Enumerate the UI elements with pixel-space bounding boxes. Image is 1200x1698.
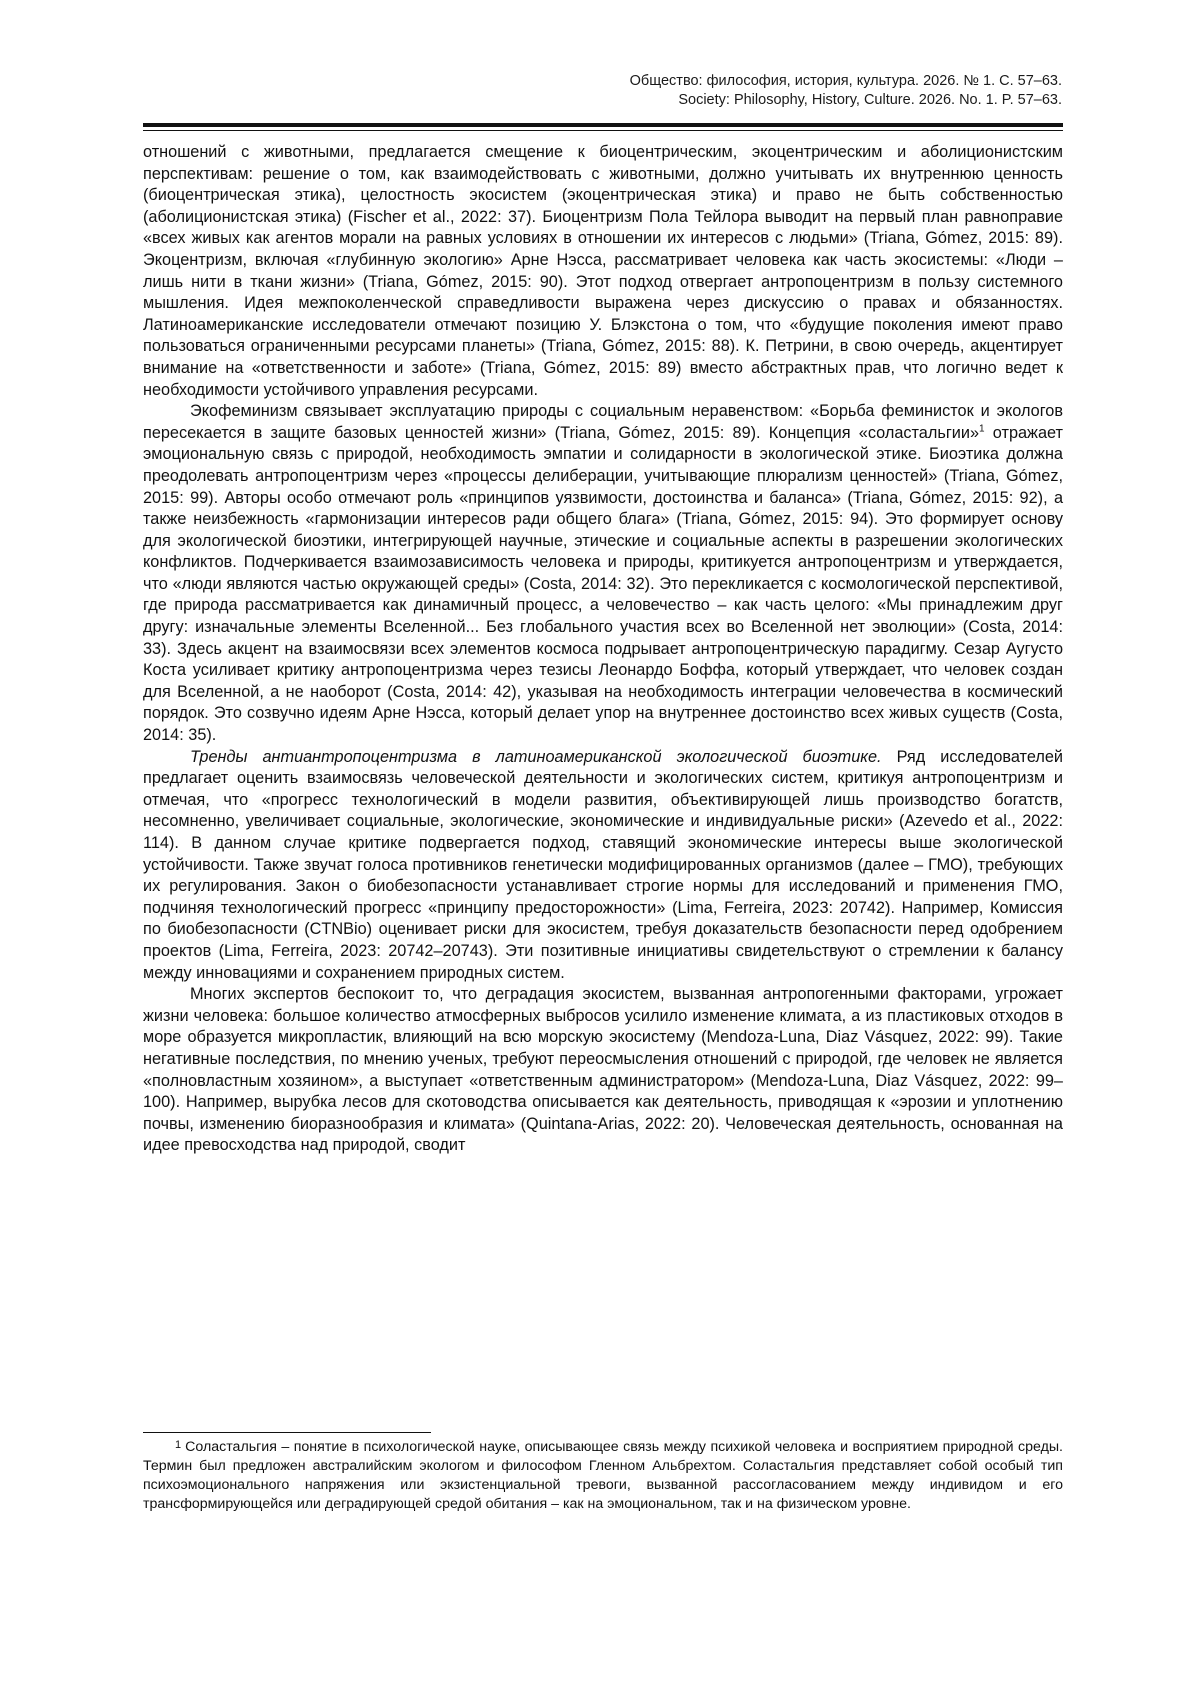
section-heading-inline: Тренды антиантропоцентризма в латиноамериканской экологической биоэтике. [190,747,882,766]
footnote-separator [143,1432,431,1433]
running-header [630,72,1062,110]
header-rule-thin [143,130,1063,131]
header-line-en: Society: Philosophy, History, Culture. 2026. No. 1. P. 57–63. [678,92,1062,108]
article-body [143,142,1063,1157]
paragraph-3-text: Ряд исследователей предлагает оценить взаимосвязь человеческой деятельности и экологических систем, критикуя антропоцентризм и отмечая, что «прогресс технологический в модели развития, объективирующей лишь производство богатств, несомненно, увеличивает социальные, экологические, экономические и индивидуальные риски» (Azevedo et al., 2022: 114). В данном случае критике подвергается подход, ставящий экономические интересы выше экологической устойчивости. Также звучат голоса противников генетически модифицированных организмов (далее – ГМО), требующих их регулирования. Закон о биобезопасности устанавливает строгие нормы для исследований и применения ГМО, подчиняя технологический прогресс «принципу предосторожности» (Lima, Ferreira, 2023: 20742). Например, Комиссия по биобезопасности (CTNBio) оценивает риски для экосистем, требуя доказательств безопасности перед одобрением проектов (Lima, Ferreira, 2023: 20742–20743). Эти позитивные инициативы свидетельствуют о стремлении к балансу между инновациями и сохранением природных систем. [143,747,1063,982]
header-rule-thick [143,123,1063,127]
paragraph-2-continued: отражает эмоциональную связь с природой, необходимость эмпатии и солидарности в экологической этике. Биоэтика должна преодолевать антропоцентризм через «процессы делиберации, учитывающие плюрализм ценностей» (Triana, Gómez, 2015: 99). Авторы особо отмечают роль «принципов уязвимости, достоинства и баланса» (Triana, Gómez, 2015: 92), а также неизбежность «гармонизации интересов ради общего блага» (Triana, Gómez, 2015: 94). Это формирует основу для экологической биоэтики, интегрирующей научные, этические и социальные аспекты в разрешении экологических конфликтов. Подчеркивается взаимозависимость человека и природы, критикуется антропоцентризм и утверждается, что «люди являются частью окружающей среды» (Costa, 2014: 32). Это перекликается с космологической перспективой, где природа рассматривается как динамичный процесс, а человечество – как часть целого: «Мы принадлежим друг другу: изначальные элементы Вселенной... Без глобального участия всех во Вселенной нет эволюции» (Costa, 2014: 33). Здесь акцент на взаимосвязи всех элементов космоса подрывает антропоцентрическую парадигму. Сезар Аугусто Коста усиливает критику антропоцентризма через тезисы Леонардо Боффа, который утверждает, что человек создан для Вселенной, а не наоборот (Costa, 2014: 42), указывая на необходимость интеграции человечества в космический порядок. Это созвучно идеям Арне Нэсса, который делает упор на внутреннее достоинство всех живых существ (Costa, 2014: 35). [143,423,1063,745]
solastalgia-concept: Концепция «соластальгии» [768,423,980,442]
footnote [143,1438,1063,1514]
footnote-ref[interactable]: 1 [979,423,985,435]
footnote-number: 1 [175,1439,182,1451]
paragraph-2-text: Экофеминизм связывает эксплуатацию природы с социальным неравенством: «Борьба феминисток и экологов пересекается в защите базовых ценностей жизни» (Triana, Gómez, 2015: 89). [143,402,1063,442]
paragraph-1: отношений с животными, предлагается смещение к биоцентрическим, экоцентрическим и аболиционистским перспективам: решение о том, как взаимодействовать с животными, должно учитывать их внутреннюю ценность (биоцентрическая этика), целостность экосистем (экоцентрическая этика) и право не быть собственностью (аболиционистская этика) (Fischer et al., 2022: 37). Биоцентризм Пола Тейлора выводит на первый план равноправие «всех живых как агентов морали на равных условиях в отношении их интересов с людьми» (Triana, Gómez, 2015: 89). Экоцентризм, включая «глубинную экологию» Арне Нэсса, рассматривает человека как часть экосистемы: «Люди – лишь нити в ткани жизни» (Triana, Gómez, 2015: 90). Этот подход отвергает антропоцентризм в пользу системного мышления. Идея межпоколенческой справедливости выражена через дискуссию о правах и обязанностях. Латиноамериканские исследователи отмечают позицию У. Блэкстона о том, что «будущие поколения имеют право пользоваться ограниченными ресурсами планеты» (Triana, Gómez, 2015: 88). К. Петрини, в свою очередь, акцентирует внимание на «ответственности и заботе» (Triana, Gómez, 2015: 89) вместо абстрактных прав, что логично ведет к необходимости устойчивого управления ресурсами. [143,143,1063,399]
footnote-text: Соластальгия – понятие в психологической науке, описывающее связь между психикой человека и восприятием природной среды. Термин был предложен австралийским экологом и философом Гленном Альбрехтом. Соластальгия представляет собой особый тип психоэмоционального напряжения или экзистенциальной тревоги, вызванной рассогласованием между индивидом и его трансформирующейся или деградирующей средой обитания – как на эмоциональном, так и на физическом уровне. [143,1439,1063,1512]
paragraph-2 [143,401,1063,747]
paragraph-4: Многих экспертов беспокоит то, что деградация экосистем, вызванная антропогенными факторами, угрожает жизни человека: большое количество атмосферных выбросов усилило изменение климата, а из пластиковых отходов в море образуется микропластик, влияющий на всю морскую экосистему (Mendoza-Luna, Diaz Vásquez, 2022: 99). Такие негативные последствия, по мнению ученых, требуют переосмысления отношений с природой, где человек не является «полновластным хозяином», а выступает «ответственным администратором» (Mendoza-Luna, Diaz Vásquez, 2022: 99–100). Например, вырубка лесов для скотоводства описывается как деятельность, приводящая к «эрозии и уплотнению почвы, изменению биоразнообразия и климата» (Quintana-Arias, 2022: 20). Человеческая деятельность, основанная на идее превосходства над природой, сводит [143,985,1063,1155]
header-line-ru: Общество: философия, история, культура. 2026. № 1. С. 57–63. [629,73,1062,89]
paragraph-3 [143,747,1063,985]
